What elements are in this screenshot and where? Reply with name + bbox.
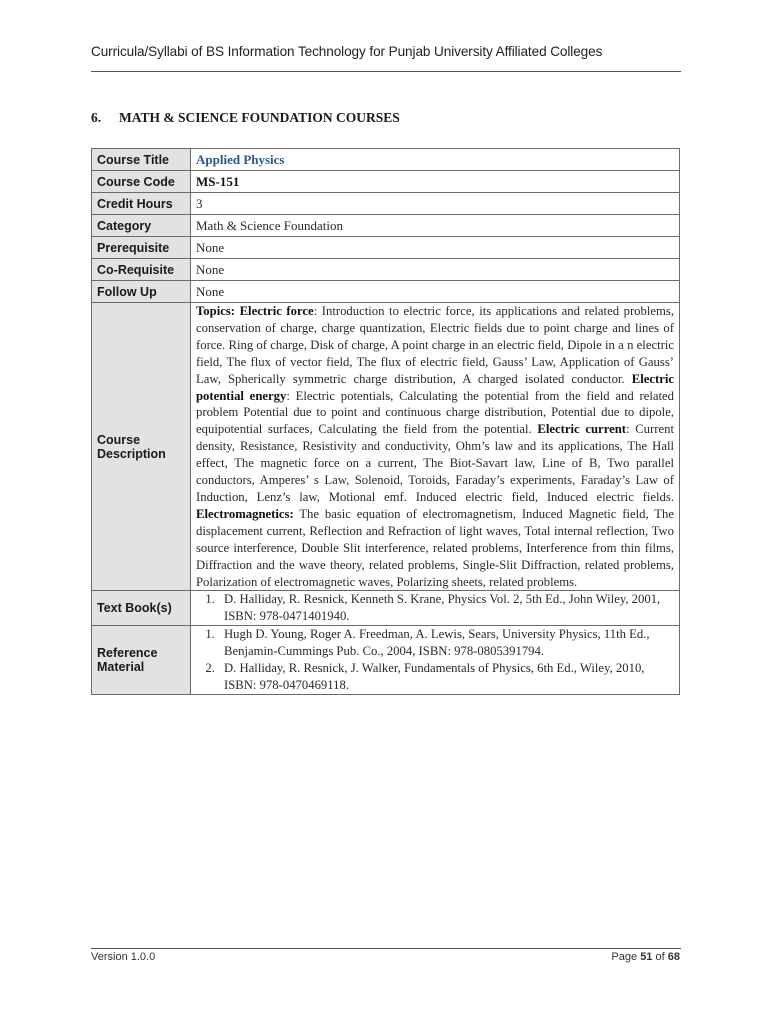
references-label: Reference Material: [92, 626, 191, 695]
section-heading: [91, 110, 400, 126]
corequisite-label: Co-Requisite: [92, 259, 191, 281]
course-title-row: [92, 149, 680, 171]
page-current: 51: [640, 951, 653, 963]
prerequisite-label: Prerequisite: [92, 237, 191, 259]
section-number: 6.: [91, 110, 102, 125]
textbooks-row: [92, 591, 680, 626]
section-title: MATH & SCIENCE FOUNDATION COURSES: [119, 110, 400, 125]
category-value: Math & Science Foundation: [191, 215, 680, 237]
desc-body-1: : Introduction to electric force, its applications and related problems, conservation of charge, charge quantization, Electric fields due to point charge and lines of force. Ring of charge, Disk of charge, A point charge in an electric field, Dipole in a n electric field, The flux of vector field, The flux of electric field, Gauss’ Law, Application of Gauss’ Law, Spherically symmetric charge distribution, A charged isolated conductor.: [196, 304, 675, 386]
textbooks-list: [196, 591, 674, 625]
follow-up-label: Follow Up: [92, 281, 191, 303]
course-description-label: Course Description: [92, 303, 191, 591]
course-code-row: [92, 171, 680, 193]
reference-item: 2. D. Halliday, R. Resnick, J. Walker, Fundamentals of Physics, 6th Ed., Wiley, 2010, ISBN: 978-0470469118.: [218, 660, 674, 694]
course-description-text: [191, 303, 680, 591]
page-header: Curricula/Syllabi of BS Information Technology for Punjab University Affiliated Colleges: [91, 44, 603, 59]
references-row: [92, 626, 680, 695]
course-code-label: Course Code: [92, 171, 191, 193]
desc-heading-3: Electric current: [537, 422, 627, 437]
page-of: of: [655, 951, 665, 963]
course-description-row: [92, 303, 680, 591]
category-row: [92, 215, 680, 237]
credit-hours-label: Credit Hours: [92, 193, 191, 215]
page-number: [611, 951, 680, 963]
credit-hours-row: [92, 193, 680, 215]
page-prefix: Page: [611, 951, 638, 963]
desc-heading-2: Electric potential energy: [196, 371, 674, 403]
category-label: Category: [92, 215, 191, 237]
desc-heading-4: Electromagnetics:: [196, 506, 294, 521]
course-title-label: Course Title: [92, 149, 191, 171]
page-total: 68: [667, 951, 680, 963]
corequisite-row: [92, 259, 680, 281]
course-table: [91, 148, 680, 695]
references-list-cell: [191, 626, 680, 695]
follow-up-row: [92, 281, 680, 303]
prerequisite-value: None: [191, 237, 680, 259]
textbooks-label: Text Book(s): [92, 591, 191, 626]
reference-item: 1. Hugh D. Young, Roger A. Freedman, A. Lewis, Sears, University Physics, 11th Ed., Benjamin-Cummings Pub. Co., 2004, ISBN: 978-0805391794.: [218, 626, 674, 660]
prerequisite-row: [92, 237, 680, 259]
desc-body-4: The basic equation of electromagnetism, Induced Magnetic field, The displacement current, Reflection and Refraction of light waves, Total internal reflection, Two source interference, Double Slit interference, related problems, Interference from thin films, Diffraction and the wave theory, related problems, Single-Slit Diffraction, related problems, Polarization of electromagnetic waves, Polarizing sheets, related problems.: [196, 506, 674, 589]
follow-up-value: None: [191, 281, 680, 303]
desc-body-2: : Electric potentials, Calculating the potential from the field and related problem Potential due to point and continuous charge distribution, Potential due to dipole, equipotential surfaces, Calculating the field from the potential.: [196, 388, 674, 437]
header-divider: [91, 71, 681, 72]
course-title-value: Applied Physics: [191, 149, 680, 171]
version-label: Version 1.0.0: [91, 951, 156, 963]
desc-heading-1: Topics: Electric force: [196, 304, 314, 318]
textbooks-list-cell: [191, 591, 680, 626]
course-code-value: MS-151: [191, 171, 680, 193]
footer-divider: [91, 948, 681, 949]
corequisite-value: None: [191, 259, 680, 281]
textbook-item: 1. D. Halliday, R. Resnick, Kenneth S. Krane, Physics Vol. 2, 5th Ed., John Wiley, 2001, ISBN: 978-0471401940.: [218, 591, 674, 625]
desc-body-3: : Current density, Resistance, Resistivity and conductivity, Ohm’s law and its applications, The Hall effect, The magnetic force on a current, The Biot-Savart law, Line of B, Two parallel conductors, Amperes’ s Law, Solenoid, Toroids, Faraday’s experiments, Faraday’s Law of Induction, Lenz’s law, Motional emf. Induced electric field, Induced electric fields.: [196, 422, 674, 504]
references-list: [196, 626, 674, 694]
credit-hours-value: 3: [191, 193, 680, 215]
